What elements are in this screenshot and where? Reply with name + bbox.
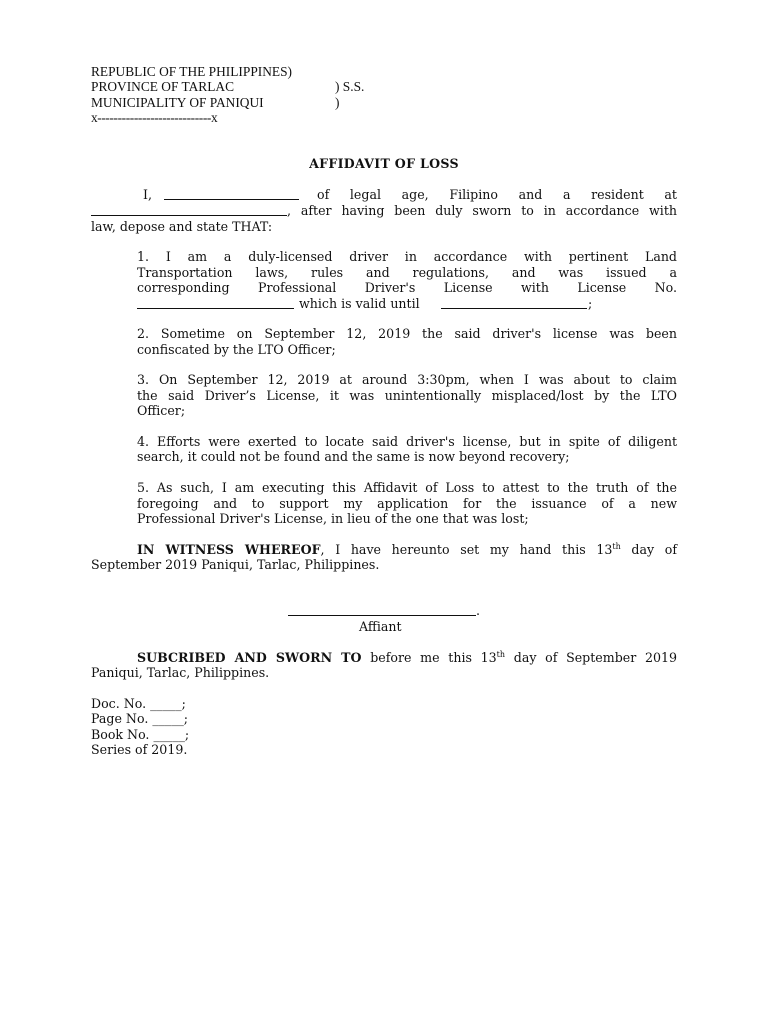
subscribed-text: before me this 13 <box>361 650 497 665</box>
item5-line3: Professional Driver's License, in lieu of the one that was lost; <box>137 511 529 526</box>
item4-line1: 4. Efforts were exerted to locate said driver's license, but in spite of diligent <box>137 434 677 449</box>
affiant-signature-line <box>288 603 476 616</box>
item5-line1: 5. As such, I am executing this Affidavit of Loss to attest to the truth of the <box>137 480 677 495</box>
item3-line1: 3. On September 12, 2019 at around 3:30pm, when I was about to claim <box>137 372 677 387</box>
witness-text2: day of <box>620 542 678 557</box>
witness-text: , I have hereunto set my hand this 13 <box>320 542 613 557</box>
item1-valid-until: which is valid until <box>299 296 420 311</box>
document-title: AFFIDAVIT OF LOSS <box>309 156 459 171</box>
item5-line2: foregoing and to support my application for the issuance of a new <box>137 496 677 511</box>
subscribed-line2: Paniqui, Tarlac, Philippines. <box>91 665 270 680</box>
notary-book-no: Book No. _____; <box>91 727 190 742</box>
intro-line2-rest: , after having been duly sworn to in accordance with <box>287 203 677 218</box>
name-blank <box>164 187 299 200</box>
witness-bold: IN WITNESS WHEREOF <box>137 542 321 557</box>
witness-line1 <box>137 542 677 557</box>
caption-republic: REPUBLIC OF THE PHILIPPINES) <box>91 64 293 79</box>
item1-end: ; <box>588 296 593 311</box>
notary-doc-no: Doc. No. _____; <box>91 696 186 711</box>
caption-divider: x----------------------------x <box>91 110 218 125</box>
intro-line3: law, depose and state THAT: <box>91 219 273 234</box>
subscribed-text2: day of September 2019 <box>505 650 677 665</box>
item3-line3: Officer; <box>137 403 186 418</box>
item2-line2: confiscated by the LTO Officer; <box>137 342 336 357</box>
affiant-period: . <box>476 603 481 618</box>
item1-line3: corresponding Professional Driver's License with License No. <box>137 280 677 295</box>
subscribed-sup: th <box>496 649 506 659</box>
intro-line1-rest: of legal age, Filipino and a resident at <box>317 187 677 202</box>
intro-i: I, <box>143 187 152 202</box>
affiant-label: Affiant <box>359 619 402 634</box>
caption-province: PROVINCE OF TARLAC <box>91 79 235 94</box>
witness-sup: th <box>612 541 621 551</box>
address-blank <box>91 203 287 216</box>
license-number-blank <box>137 296 294 309</box>
witness-line2: September 2019 Paniqui, Tarlac, Philippines. <box>91 557 380 572</box>
notary-page-no: Page No. _____; <box>91 711 189 726</box>
caption-province-ss: ) S.S. <box>335 79 365 94</box>
item3-line2: the said Driver’s License, it was unintentionally misplaced/lost by the LTO <box>137 388 677 403</box>
caption-municipality: MUNICIPALITY OF PANIQUI <box>91 95 264 110</box>
item1-line2: Transportation laws, rules and regulations, and was issued a <box>137 265 677 280</box>
item4-line2: search, it could not be found and the same is now beyond recovery; <box>137 449 570 464</box>
notary-series: Series of 2019. <box>91 742 188 757</box>
subscribed-bold: SUBCRIBED AND SWORN TO <box>137 650 362 665</box>
item1-line1: 1. I am a duly-licensed driver in accordance with pertinent Land <box>137 249 677 264</box>
item2-line1: 2. Sometime on September 12, 2019 the said driver's license was been <box>137 326 677 341</box>
subscribed-line1 <box>137 650 677 665</box>
caption-municipality-paren: ) <box>335 95 340 110</box>
valid-until-blank <box>441 296 587 309</box>
